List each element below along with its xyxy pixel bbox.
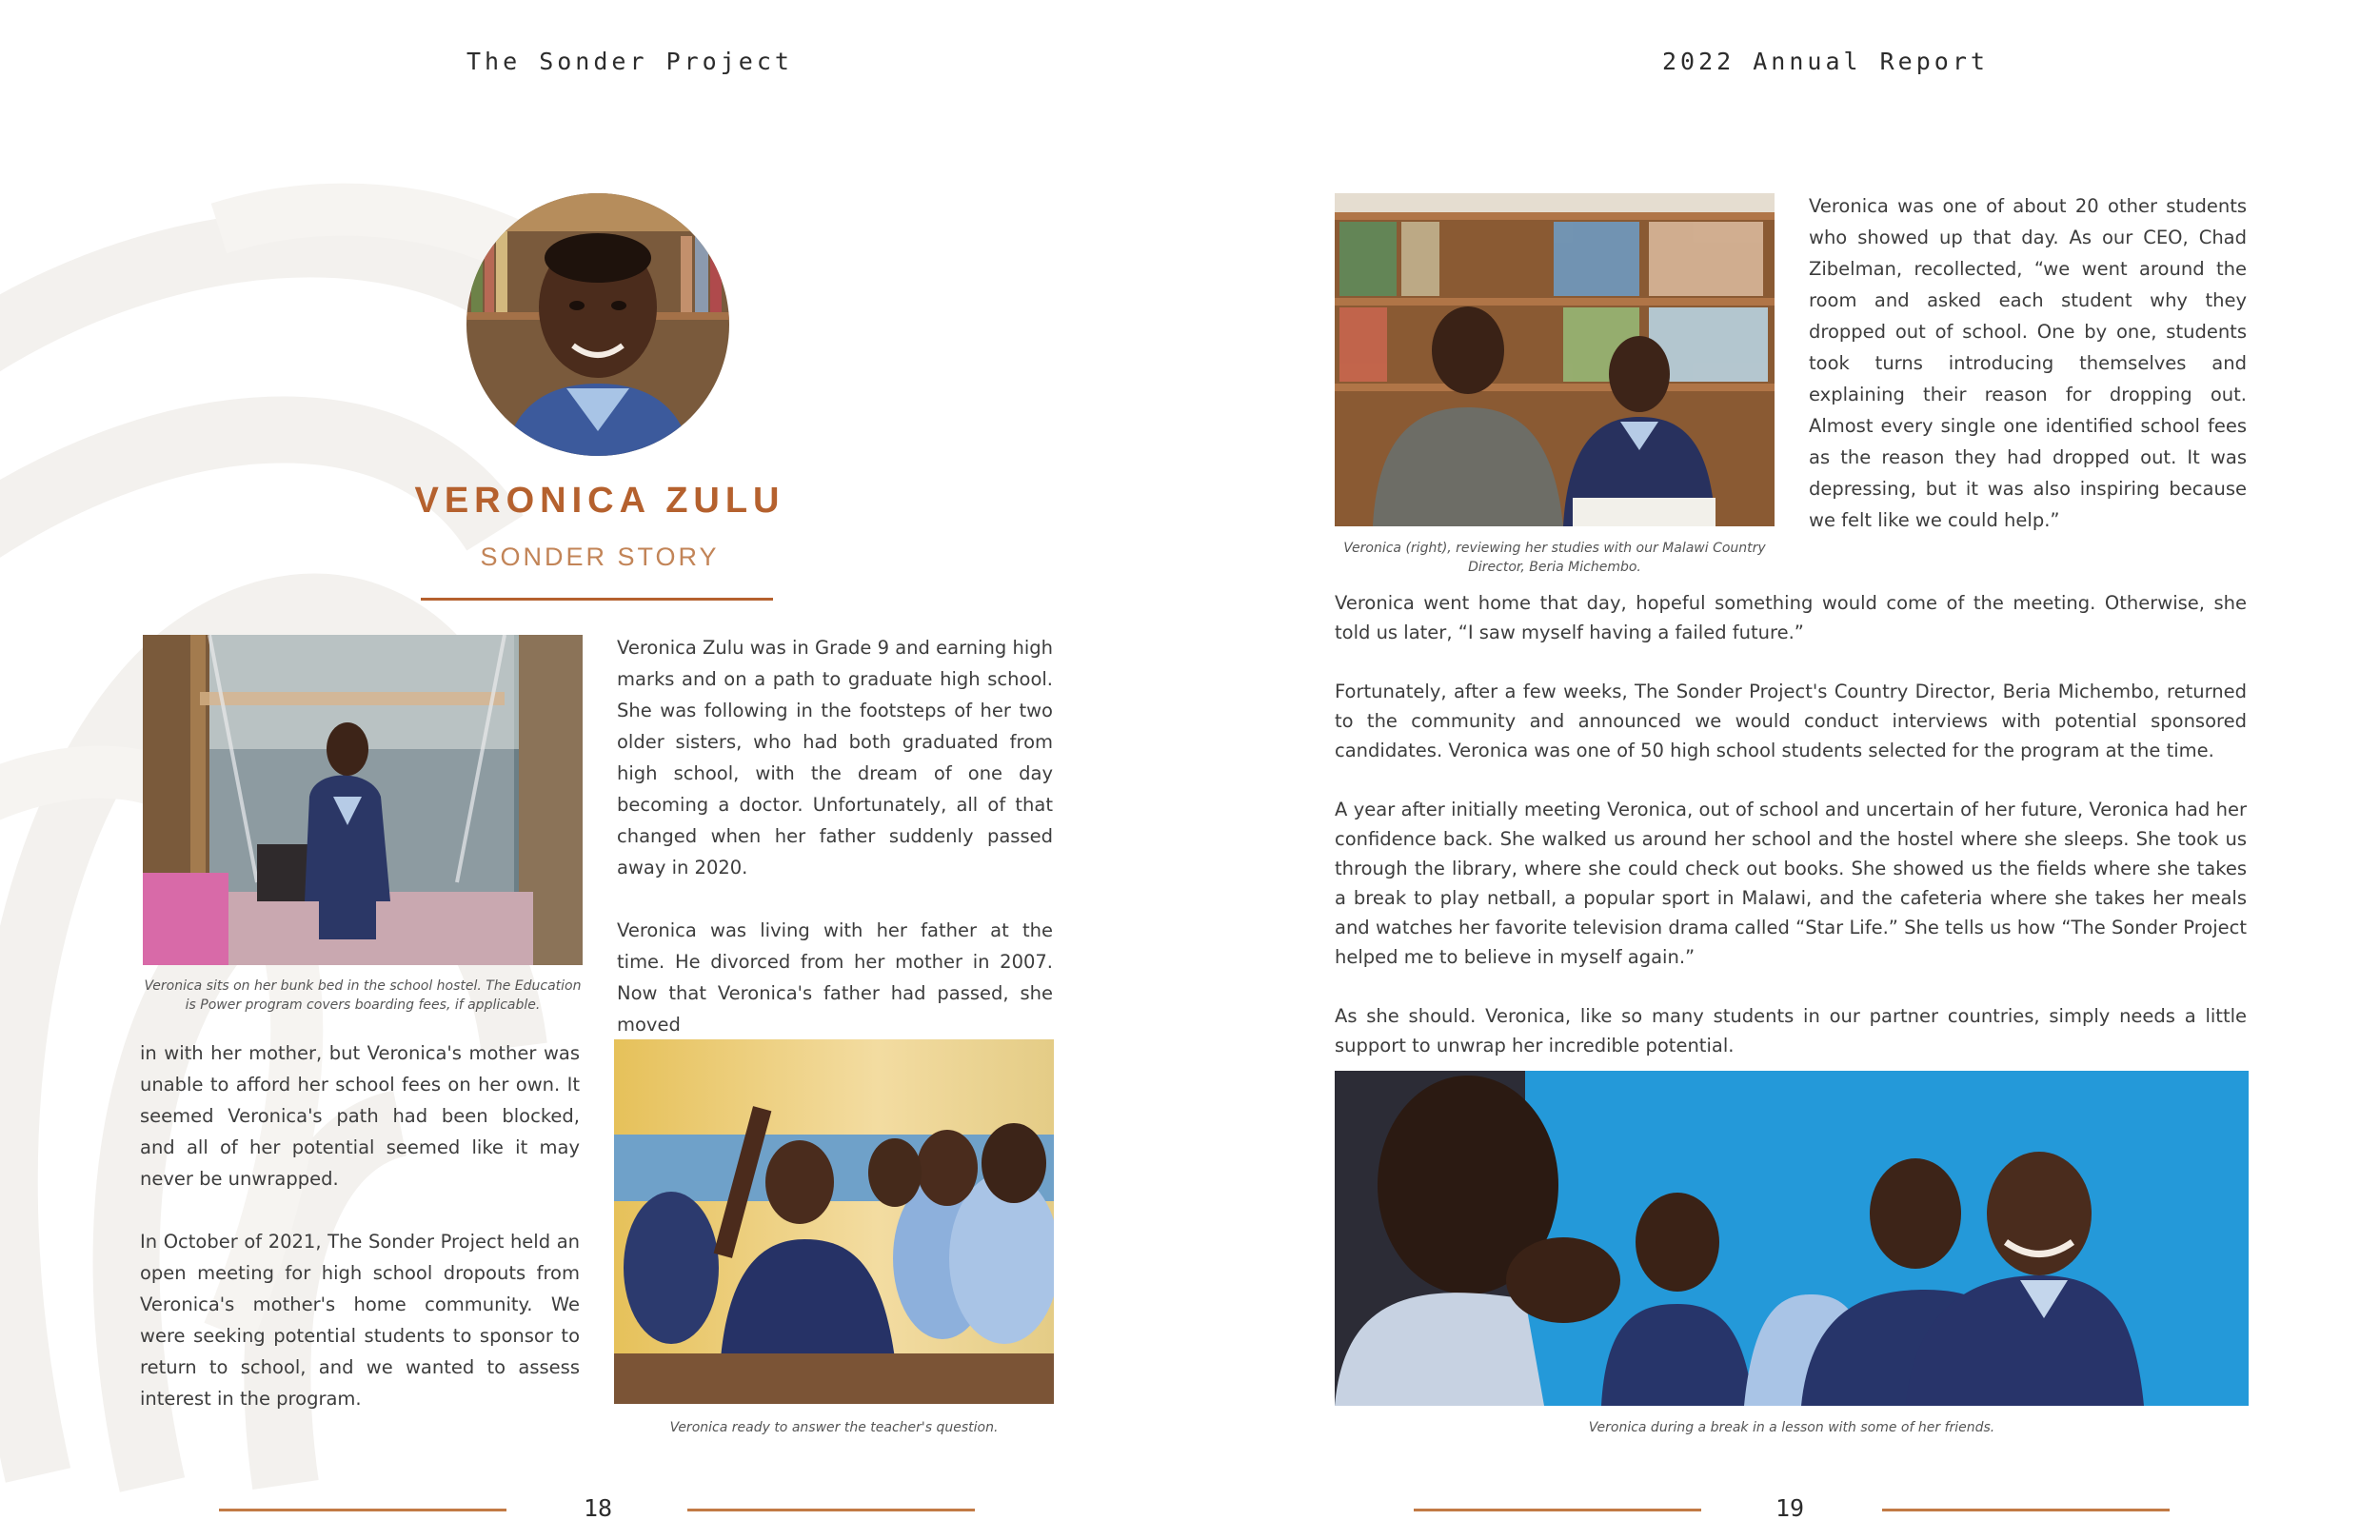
story-title: VERONICA ZULU: [414, 481, 785, 521]
paragraph: in with her mother, but Veronica's mother was unable to afford her school fees on her own. It seemed Veronica's path had been blocked, and all of her potential seemed like it may never be unwrapped.: [140, 1042, 580, 1190]
text-column-left-bottom: [140, 1037, 580, 1414]
paragraph: Veronica Zulu was in Grade 9 and earning high marks and on a path to graduate high school. She was following in the footsteps of her two older sisters, who had both graduated from high school, with the dream of one day becoming a doctor. Unfortunately, all of that changed when her father suddenly passed away in 2020.: [617, 637, 1053, 879]
page-number-right: 19: [1775, 1494, 1805, 1522]
footer-rule-right: [687, 1509, 975, 1511]
page-right: [1190, 0, 2380, 1540]
photo-bunk-bed: [143, 635, 583, 965]
text-column-right-top: [617, 632, 1053, 1040]
footer-rule-left: [1414, 1509, 1701, 1511]
running-head-left: The Sonder Project: [466, 48, 793, 75]
caption-classroom: Veronica ready to answer the teacher's question.: [669, 1420, 999, 1435]
paragraph: A year after initially meeting Veronica, out of school and uncertain of her future, Veronica had her confidence back. She walked us around her school and the hostel where she sleeps. She took us through the library, where she could check out books. She showed us the fields where she takes a break to play netball, a popular sport in Malawi, and the cafeteria where she takes her meals and watches her favorite television drama called “Star Life.” She tells us how “The Sonder Project helped me to believe in myself again.”: [1335, 799, 2247, 968]
caption-friends: Veronica during a break in a lesson with some of her friends.: [1588, 1420, 1995, 1435]
photo-library: [1335, 193, 1775, 526]
caption-bunk-bed: Veronica sits on her bunk bed in the school hostel. The Education is Power program covers boarding fees, if applicable.: [144, 978, 582, 1013]
page-number-left: 18: [583, 1494, 613, 1522]
portrait-photo: [466, 193, 729, 456]
paragraph: Fortunately, after a few weeks, The Sonder Project's Country Director, Beria Michembo, returned to the community and announced we would conduct interviews with potential sponsored candidates. Veronica was one of 50 high school students selected for the program at the time.: [1335, 681, 2247, 761]
paragraph: Veronica went home that day, hopeful something would come of the meeting. Otherwise, she told us later, “I saw myself having a failed future.”: [1335, 592, 2247, 643]
running-head-right: 2022 Annual Report: [1662, 48, 1989, 75]
paragraph: Veronica was living with her father at the time. He divorced from her mother in 2007. Now that Veronica's father had passed, she moved: [617, 919, 1053, 1036]
footer-rule-left: [219, 1509, 506, 1511]
paragraph: In October of 2021, The Sonder Project held an open meeting for high school dropouts from Veronica's mother's home community. We were seeking potential students to sponsor to return to school, and we wanted to assess interest in the program.: [140, 1231, 580, 1410]
photo-classroom: [614, 1039, 1054, 1404]
text-main: [1335, 588, 2247, 1060]
footer-rule-right: [1882, 1509, 2170, 1511]
caption-library: Veronica (right), reviewing her studies with our Malawi Country Director, Beria Michembo.: [1343, 541, 1766, 575]
photo-friends: [1335, 1071, 2249, 1406]
paragraph: Veronica was one of about 20 other students who showed up that day. As our CEO, Chad Zibelman, recollected, “we went around the room and asked each student why they dropped out of school. One by one, students took turns introducing themselves and explaining their reason for dropping out. Almost every single one identified school fees as the reason they had dropped out. It was depressing, but it was also inspiring because we felt like we could help.”: [1809, 195, 2247, 531]
paragraph: As she should. Veronica, like so many students in our partner countries, simply needs a little support to unwrap her incredible potential.: [1335, 1005, 2247, 1056]
text-intro: [1809, 190, 2247, 536]
story-subtitle: SONDER STORY: [480, 543, 720, 571]
title-divider: [421, 598, 773, 601]
